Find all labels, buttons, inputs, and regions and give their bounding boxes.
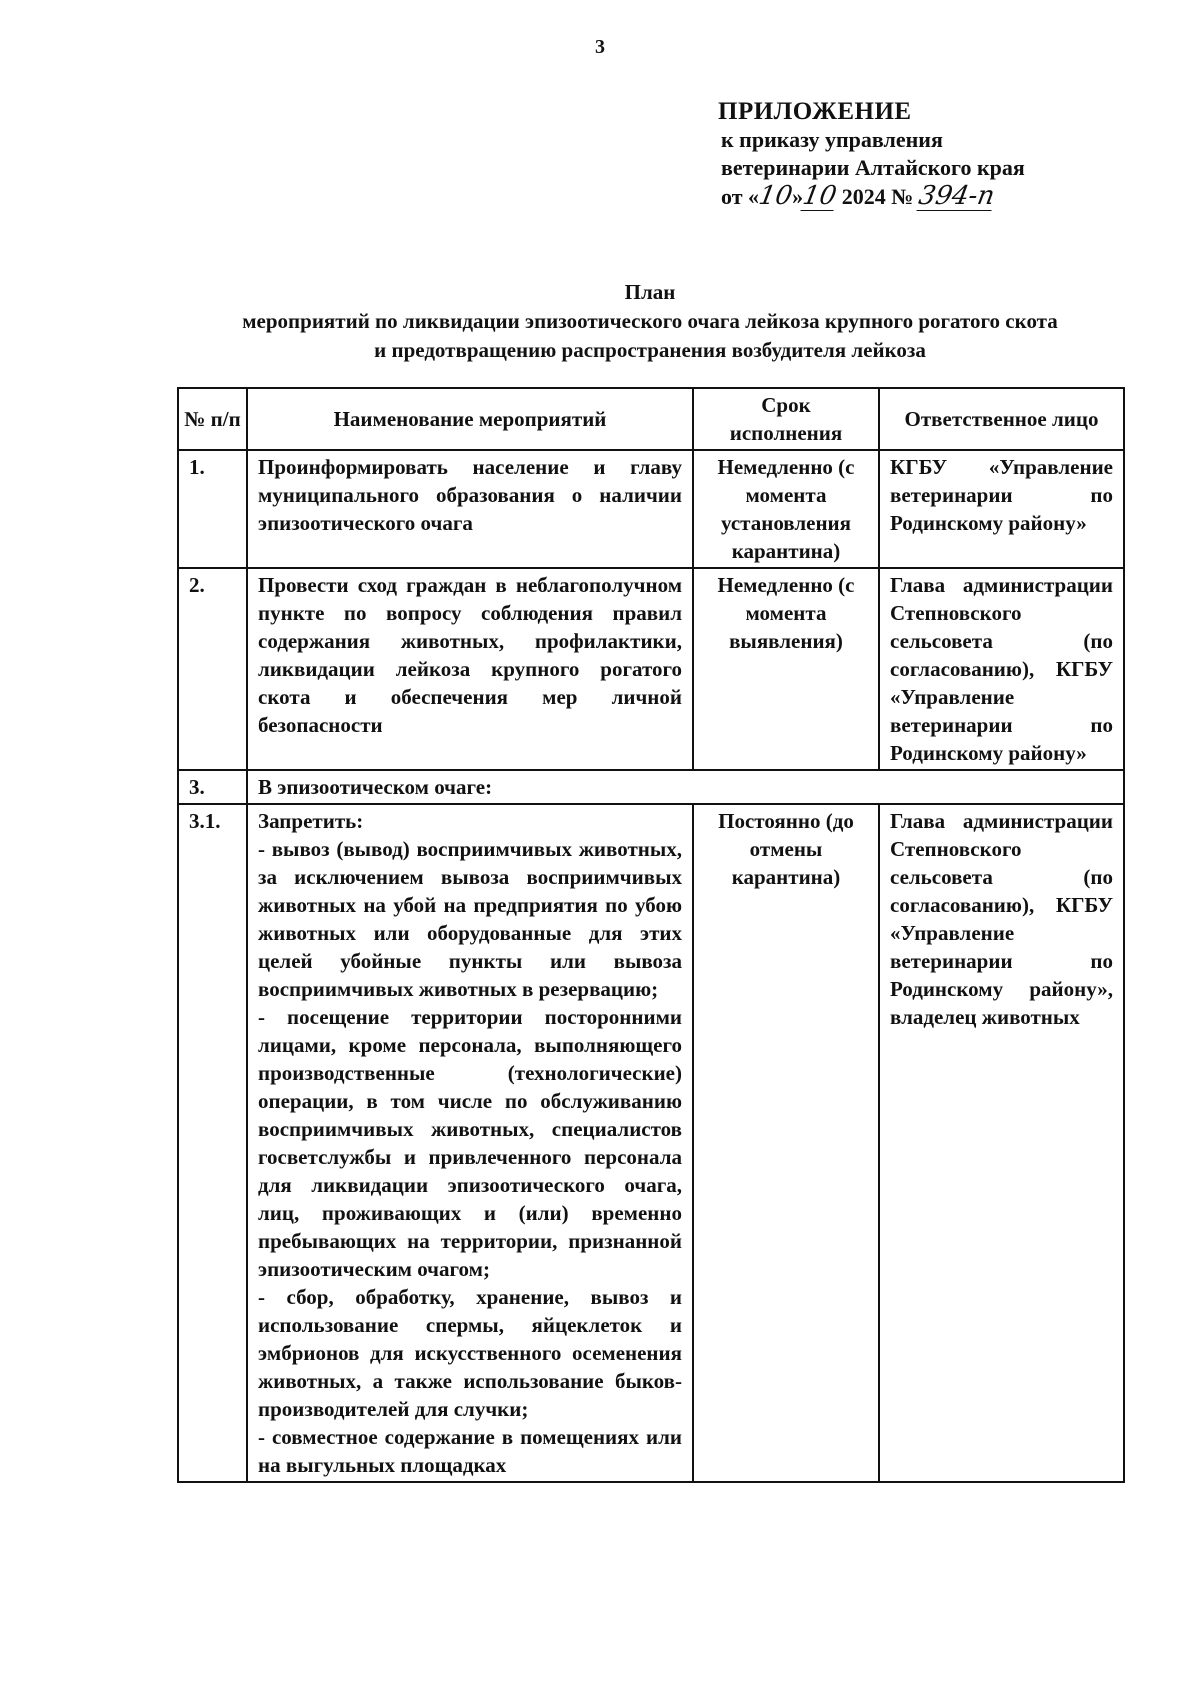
handwritten-day: 10 — [756, 181, 795, 211]
date-mid: » — [792, 184, 804, 209]
action-item: - вывоз (вывод) восприимчивых животных, за исключением вывоза восприимчивых животных на убой на предприятия по убою животных или оборудованные для этих целей убойные пункты или вывоза восприимчивых животных в резервацию; — [258, 837, 682, 1001]
plan-title: План — [624, 280, 676, 304]
plan-subtitle-2: и предотвращению распространения возбудителя лейкоза — [374, 338, 926, 362]
section-num: 3. — [178, 770, 247, 804]
header-action: Наименование мероприятий — [247, 388, 693, 450]
row-action: Проинформировать население и главу муниципального образования о наличии эпизоотического очага — [247, 450, 693, 568]
plan-subtitle-1: мероприятий по ликвидации эпизоотического очага лейкоза крупного рогатого скота — [242, 309, 1058, 333]
date-year: 2024 № — [836, 184, 914, 209]
plan-heading — [0, 278, 1200, 365]
date-prefix: от « — [721, 184, 760, 209]
section-row — [178, 770, 1124, 804]
handwritten-order-number: 394-п — [916, 181, 997, 211]
row-responsible: Глава администрации Степновского сельсовета (по согласованию), КГБУ «Управление ветеринарии по Родинскому району», владелец животных — [879, 804, 1124, 1482]
header-responsible: Ответственное лицо — [879, 388, 1124, 450]
row-num: 3.1. — [178, 804, 247, 1482]
row-responsible: Глава администрации Степновского сельсовета (по согласованию), КГБУ «Управление ветеринарии по Родинскому району» — [879, 568, 1124, 770]
action-intro: Запретить: — [258, 809, 364, 833]
appendix-line-1: к приказу управления — [721, 127, 943, 152]
handwritten-month: 10 — [800, 181, 839, 211]
table-row — [178, 450, 1124, 568]
table-header-row — [178, 388, 1124, 450]
row-num: 1. — [178, 450, 247, 568]
plan-table — [177, 387, 1125, 1483]
action-item: - посещение территории посторонними лицами, кроме персонала, выполняющего производственные (технологические) операции, в том числе по обслуживанию восприимчивых животных, специалистов госветслужбы и привлеченного персонала для ликвидации эпизоотического очага, лиц, проживающих и (или) временно пребывающих на территории, признанной эпизоотическим очагом; — [258, 1005, 682, 1281]
action-item: - сбор, обработку, хранение, вывоз и использование спермы, яйцеклеток и эмбрионов для искусственного осеменения животных, а также использование быков-производителей для случки; — [258, 1285, 682, 1421]
header-deadline: Срок исполнения — [693, 388, 879, 450]
action-item: - совместное содержание в помещениях или на выгульных площадках — [258, 1425, 682, 1477]
row-action — [247, 804, 693, 1482]
appendix-block — [718, 98, 1025, 211]
appendix-title: ПРИЛОЖЕНИЕ — [718, 98, 912, 125]
page-number: 3 — [595, 36, 605, 58]
table-row — [178, 568, 1124, 770]
row-deadline: Постоянно (до отмены карантина) — [693, 804, 879, 1482]
row-deadline: Немедленно (с момента установления карантина) — [693, 450, 879, 568]
appendix-line-2: ветеринарии Алтайского края — [721, 155, 1025, 180]
section-title: В эпизоотическом очаге: — [247, 770, 1124, 804]
row-responsible: КГБУ «Управление ветеринарии по Родинскому району» — [879, 450, 1124, 568]
row-num: 2. — [178, 568, 247, 770]
row-deadline: Немедленно (с момента выявления) — [693, 568, 879, 770]
header-num: № п/п — [178, 388, 247, 450]
row-action: Провести сход граждан в неблагополучном пункте по вопросу соблюдения правил содержания животных, профилактики, ликвидации лейкоза крупного рогатого скота и обеспечения мер личной безопасности — [247, 568, 693, 770]
table-row — [178, 804, 1124, 1482]
appendix-date-line — [718, 182, 1025, 211]
